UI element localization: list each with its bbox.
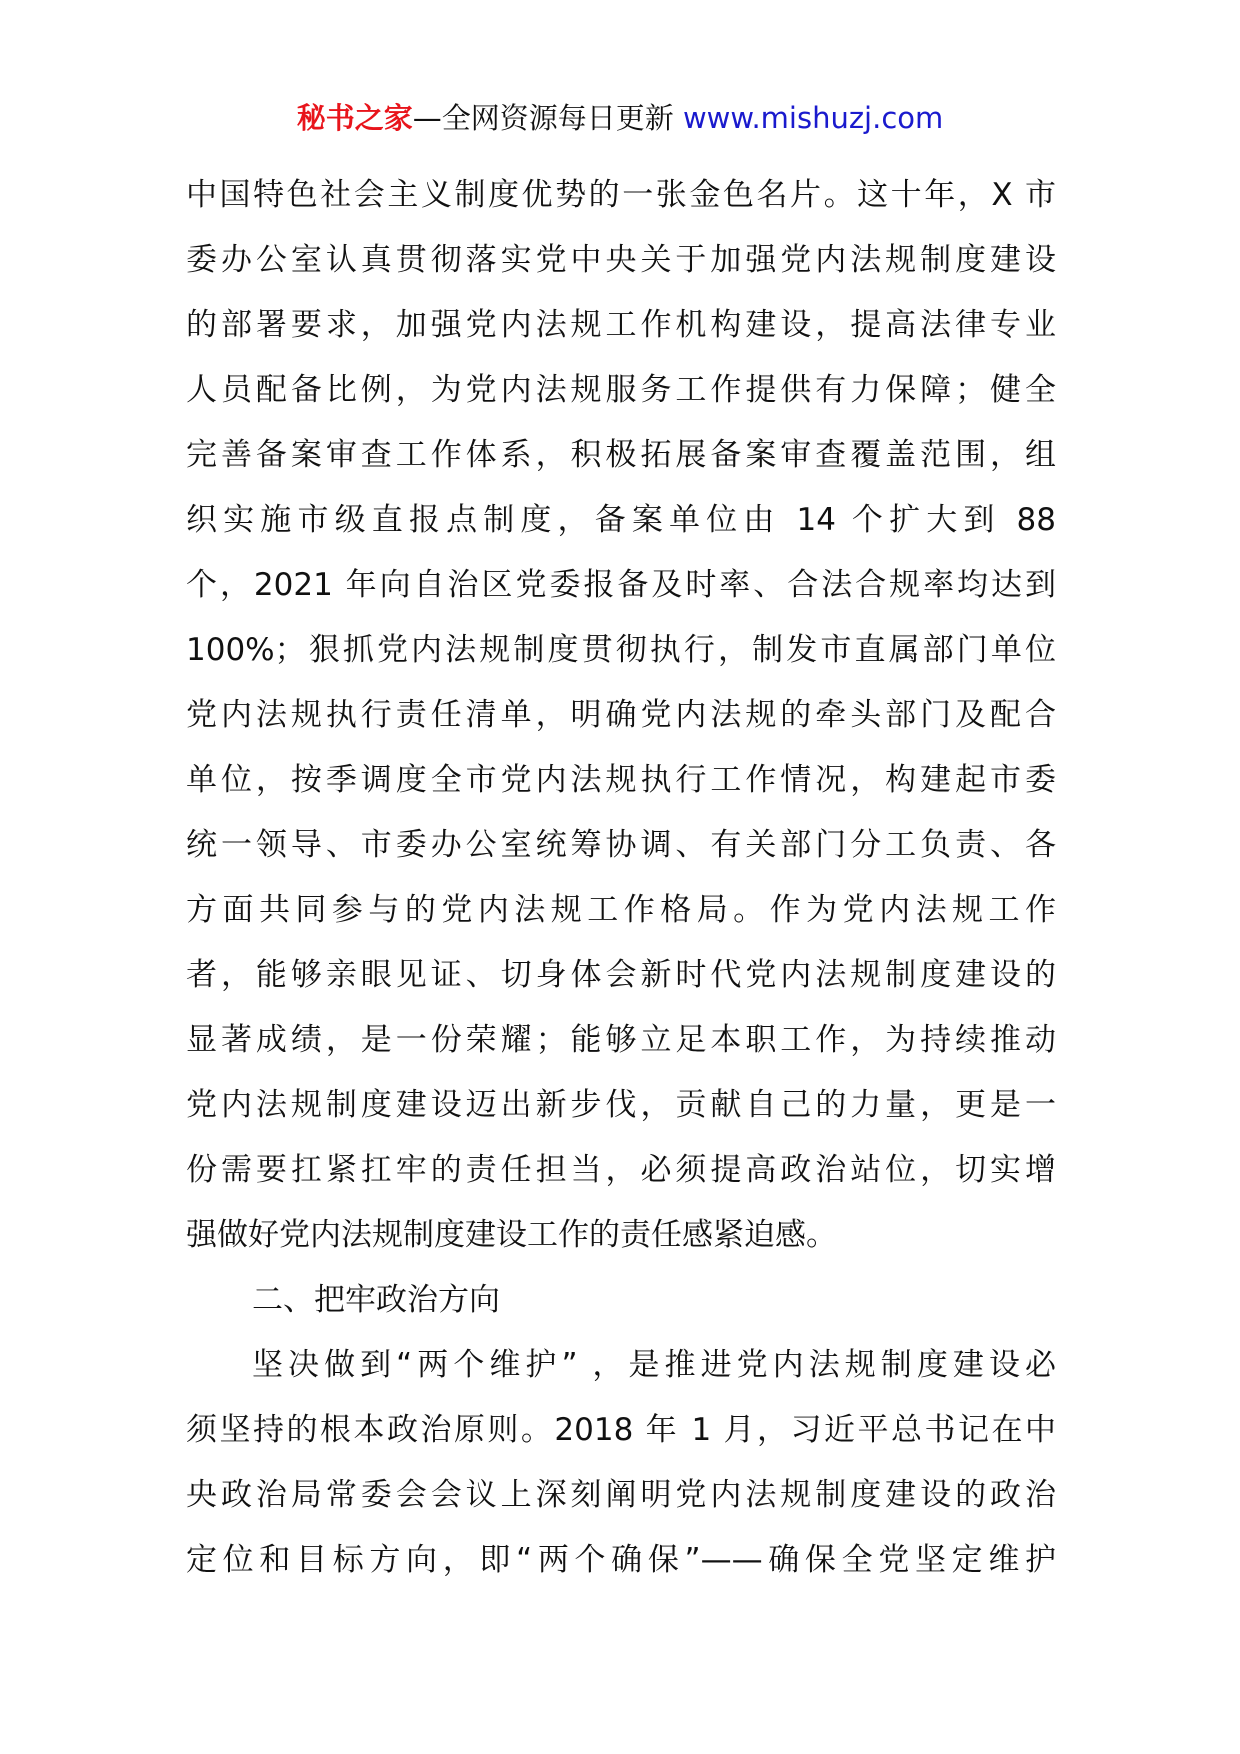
text-line: 100%；狠抓党内法规制度贯彻执行，制发市直属部门单位 bbox=[186, 632, 1056, 668]
text-line: 党内法规执行责任清单，明确党内法规的牵头部门及配合 bbox=[186, 697, 1056, 733]
text-line: 显著成绩，是一份荣耀；能够立足本职工作，为持续推动 bbox=[186, 1022, 1056, 1058]
text-line: 织实施市级直报点制度，备案单位由 14 个扩大到 88 bbox=[186, 502, 1056, 538]
text-line: 统一领导、市委办公室统筹协调、有关部门分工负责、各 bbox=[186, 827, 1056, 863]
text-line: 坚决做到“两个维护” ，是推进党内法规制度建设必 bbox=[252, 1347, 1056, 1383]
text-line: 人员配备比例，为党内法规服务工作提供有力保障；健全 bbox=[186, 372, 1056, 408]
section-heading: 二、把牢政治方向 bbox=[252, 1282, 500, 1318]
text-line: 完善备案审查工作体系，积极拓展备案审查覆盖范围，组 bbox=[186, 437, 1056, 473]
text-line: 定位和目标方向，即“两个确保”——确保全党坚定维护 bbox=[186, 1542, 1056, 1578]
text-line: 个，2021 年向自治区党委报备及时率、合法合规率均达到 bbox=[186, 567, 1056, 603]
text-line: 党内法规制度建设迈出新步伐，贡献自己的力量，更是一 bbox=[186, 1087, 1056, 1123]
page-header bbox=[0, 98, 1240, 138]
text-line: 须坚持的根本政治原则。2018 年 1 月，习近平总书记在中 bbox=[186, 1412, 1056, 1448]
text-line: 委办公室认真贯彻落实党中央关于加强党内法规制度建设 bbox=[186, 242, 1056, 278]
text-line: 方面共同参与的党内法规工作格局。作为党内法规工作 bbox=[186, 892, 1056, 928]
header-brand: 秘书之家 bbox=[296, 101, 413, 135]
text-line: 央政治局常委会会议上深刻阐明党内法规制度建设的政治 bbox=[186, 1477, 1056, 1513]
header-site-link[interactable]: www.mishuzj.com bbox=[682, 101, 944, 135]
text-line: 者，能够亲眼见证、切身体会新时代党内法规制度建设的 bbox=[186, 957, 1056, 993]
header-tagline: —全网资源每日更新 bbox=[412, 101, 674, 135]
text-line: 中国特色社会主义制度优势的一张金色名片。这十年，X 市 bbox=[186, 177, 1056, 213]
text-line: 单位，按季调度全市党内法规执行工作情况，构建起市委 bbox=[186, 762, 1056, 798]
text-line: 的部署要求，加强党内法规工作机构建设，提高法律专业 bbox=[186, 307, 1056, 343]
text-line: 份需要扛紧扛牢的责任担当，必须提高政治站位，切实增 bbox=[186, 1152, 1056, 1188]
document-body bbox=[186, 163, 1056, 1593]
text-line: 强做好党内法规制度建设工作的责任感紧迫感。 bbox=[186, 1217, 837, 1253]
